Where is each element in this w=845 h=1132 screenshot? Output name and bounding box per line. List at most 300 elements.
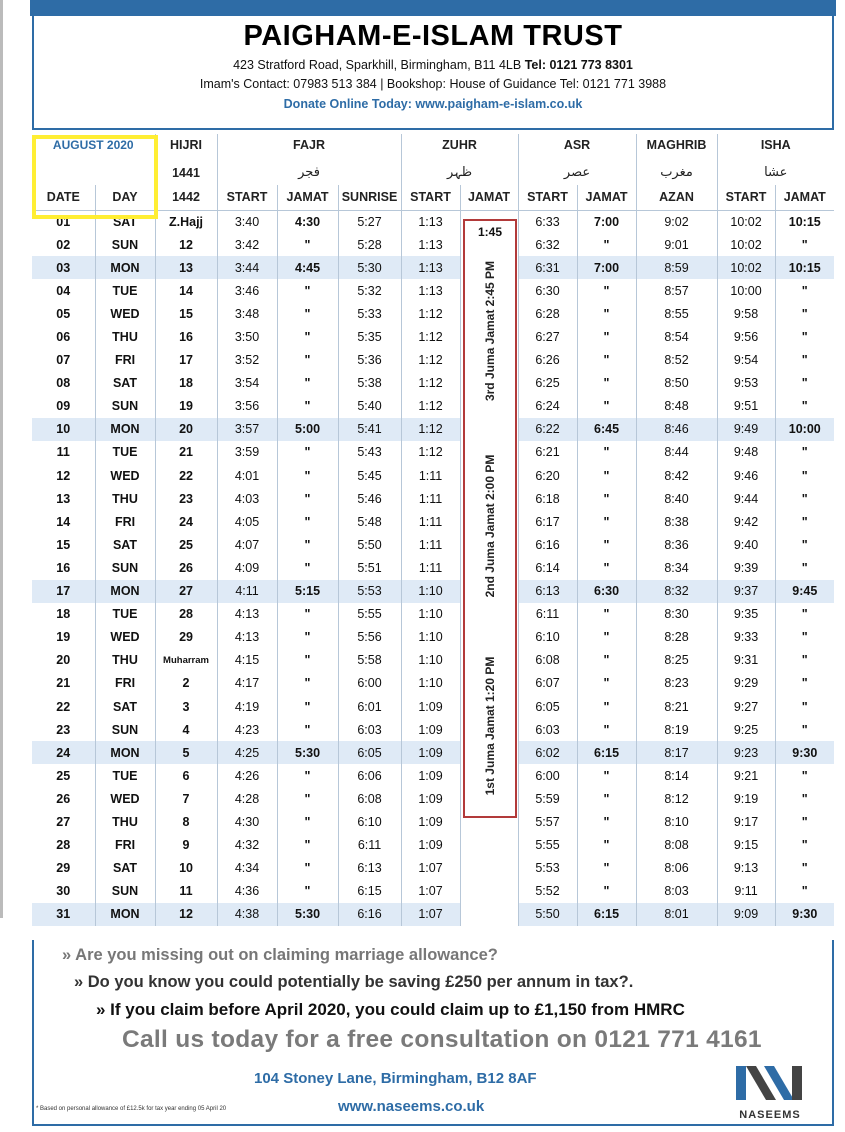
cell-asr-start: 6:30 — [518, 279, 577, 302]
col-fajr-start: START — [217, 185, 277, 210]
cell-asr-start: 6:14 — [518, 556, 577, 579]
cell-date: 20 — [32, 649, 95, 672]
cell-isha-jamat: " — [801, 468, 808, 483]
cell-asr-start: 6:26 — [518, 349, 577, 372]
cell-fajr-jamat: " — [277, 649, 338, 672]
cell-isha-start: 10:00 — [717, 279, 775, 302]
naseems-logo — [730, 1062, 810, 1122]
cell-maghrib-azan: 8:36 — [636, 533, 717, 556]
cell-fajr-start: 4:19 — [217, 695, 277, 718]
prayer-timetable — [32, 134, 834, 940]
cell-hijri: 18 — [155, 372, 217, 395]
cell-isha-jamat: " — [801, 283, 808, 298]
cell-fajr-start: 4:07 — [217, 533, 277, 556]
cell-isha-start: 9:46 — [717, 464, 775, 487]
table-row — [32, 279, 834, 302]
cell-hijri: 17 — [155, 349, 217, 372]
cell-hijri: 3 — [155, 695, 217, 718]
cell-fajr-jamat: " — [277, 325, 338, 348]
table-row — [32, 418, 834, 441]
cell-zuhr-jamat — [460, 880, 518, 903]
cell-hijri: 9 — [155, 834, 217, 857]
cell-day: MON — [95, 903, 155, 926]
cell-asr-start: 6:33 — [518, 210, 577, 233]
cell-sunrise: 5:55 — [338, 603, 401, 626]
cell-date: 11 — [32, 441, 95, 464]
cell-hijri: 26 — [155, 556, 217, 579]
cell-fajr-start: 3:42 — [217, 233, 277, 256]
hijri-year-1441: 1441 — [155, 160, 217, 185]
cell-fajr-start: 3:46 — [217, 279, 277, 302]
cell-isha-start: 9:58 — [717, 302, 775, 325]
table-row — [32, 233, 834, 256]
cell-isha-start: 9:29 — [717, 672, 775, 695]
cell-hijri: 23 — [155, 487, 217, 510]
cell-isha-jamat: 9:45 — [775, 580, 834, 603]
cell-date: 21 — [32, 672, 95, 695]
cell-asr-start: 6:27 — [518, 325, 577, 348]
cell-asr-jamat: " — [577, 603, 636, 626]
cell-date: 14 — [32, 510, 95, 533]
cell-asr-jamat: 6:45 — [577, 418, 636, 441]
cell-zuhr-start: 1:07 — [401, 903, 460, 926]
cell-day: WED — [95, 464, 155, 487]
cell-sunrise: 6:08 — [338, 787, 401, 810]
cell-day: MON — [95, 418, 155, 441]
cell-zuhr-start: 1:09 — [401, 810, 460, 833]
cell-maghrib-azan: 8:28 — [636, 626, 717, 649]
cell-asr-jamat: " — [577, 510, 636, 533]
table-row — [32, 464, 834, 487]
cell-fajr-jamat: " — [277, 233, 338, 256]
cell-sunrise: 6:00 — [338, 672, 401, 695]
cell-day: SAT — [95, 372, 155, 395]
cell-fajr-jamat: " — [277, 441, 338, 464]
cell-isha-jamat: 9:30 — [775, 741, 834, 764]
cell-sunrise: 6:11 — [338, 834, 401, 857]
cell-day: THU — [95, 487, 155, 510]
timetable-body — [32, 210, 834, 926]
cell-asr-jamat: " — [577, 626, 636, 649]
cell-maghrib-azan: 8:10 — [636, 810, 717, 833]
cell-fajr-start: 4:13 — [217, 626, 277, 649]
col-asr-start: START — [518, 185, 577, 210]
cell-fajr-start: 4:28 — [217, 787, 277, 810]
fajr-header: FAJR — [217, 134, 401, 160]
cell-asr-start: 5:57 — [518, 810, 577, 833]
cell-maghrib-azan: 9:01 — [636, 233, 717, 256]
cell-hijri: 4 — [155, 718, 217, 741]
maghrib-header: MAGHRIB — [636, 134, 717, 160]
cell-isha-jamat: " — [801, 330, 808, 345]
cell-zuhr-start: 1:11 — [401, 487, 460, 510]
cell-isha-jamat: " — [801, 445, 808, 460]
cell-isha-start: 9:35 — [717, 603, 775, 626]
table-row — [32, 810, 834, 833]
cell-date: 13 — [32, 487, 95, 510]
cell-asr-start: 6:21 — [518, 441, 577, 464]
cell-isha-start: 9:56 — [717, 325, 775, 348]
cell-date: 25 — [32, 764, 95, 787]
table-row — [32, 510, 834, 533]
cell-sunrise: 6:15 — [338, 880, 401, 903]
col-date: DATE — [32, 185, 95, 210]
cell-fajr-jamat: " — [277, 718, 338, 741]
cell-sunrise: 5:51 — [338, 556, 401, 579]
cell-isha-jamat: " — [801, 653, 808, 668]
table-row — [32, 787, 834, 810]
zuhr-arabic: ظہر — [401, 160, 518, 185]
cell-asr-jamat: " — [577, 810, 636, 833]
cell-date: 28 — [32, 834, 95, 857]
cell-maghrib-azan: 8:38 — [636, 510, 717, 533]
cell-maghrib-azan: 8:44 — [636, 441, 717, 464]
cell-fajr-jamat: " — [277, 695, 338, 718]
donate-link[interactable]: Donate Online Today: www.paigham-e-islam.co.uk — [283, 97, 583, 111]
cell-day: WED — [95, 302, 155, 325]
cell-maghrib-azan: 8:52 — [636, 349, 717, 372]
cell-asr-start: 5:59 — [518, 787, 577, 810]
cell-day: SAT — [95, 533, 155, 556]
naseems-logo-icon — [734, 1062, 806, 1102]
cell-asr-jamat: " — [577, 764, 636, 787]
cell-asr-jamat: " — [577, 487, 636, 510]
cell-zuhr-start: 1:13 — [401, 210, 460, 233]
cell-hijri: 11 — [155, 880, 217, 903]
table-row — [32, 487, 834, 510]
cell-maghrib-azan: 8:55 — [636, 302, 717, 325]
cell-asr-start: 6:02 — [518, 741, 577, 764]
cell-day: THU — [95, 325, 155, 348]
cell-fajr-start: 4:01 — [217, 464, 277, 487]
table-row — [32, 302, 834, 325]
cell-asr-jamat: " — [577, 556, 636, 579]
advert-line-2: » Do you know you could potentially be saving £250 per annum in tax?. — [74, 973, 634, 991]
cell-date: 12 — [32, 464, 95, 487]
cell-isha-jamat: " — [801, 376, 808, 391]
cell-isha-jamat: " — [801, 814, 808, 829]
cell-sunrise: 5:36 — [338, 349, 401, 372]
cell-isha-start: 9:44 — [717, 487, 775, 510]
cell-fajr-start: 4:34 — [217, 857, 277, 880]
cell-isha-start: 10:02 — [717, 256, 775, 279]
cell-fajr-start: 4:15 — [217, 649, 277, 672]
cell-isha-jamat: " — [801, 768, 808, 783]
naseems-website[interactable]: www.naseems.co.uk — [338, 1098, 485, 1115]
cell-fajr-start: 3:54 — [217, 372, 277, 395]
table-row — [32, 395, 834, 418]
cell-hijri: 25 — [155, 533, 217, 556]
cell-maghrib-azan: 8:23 — [636, 672, 717, 695]
cell-asr-jamat: 7:00 — [577, 256, 636, 279]
cell-fajr-start: 3:50 — [217, 325, 277, 348]
cell-maghrib-azan: 8:06 — [636, 857, 717, 880]
cell-asr-start: 6:24 — [518, 395, 577, 418]
cell-day: TUE — [95, 279, 155, 302]
cell-zuhr-jamat — [460, 857, 518, 880]
cell-asr-jamat: 6:30 — [577, 580, 636, 603]
cell-asr-jamat: " — [577, 349, 636, 372]
cell-maghrib-azan: 8:40 — [636, 487, 717, 510]
cell-asr-start: 6:10 — [518, 626, 577, 649]
cell-fajr-start: 3:59 — [217, 441, 277, 464]
allowance-footnote: * Based on personal allowance of £12.5k for tax year ending 05 April 20 — [36, 1106, 227, 1112]
cell-fajr-jamat: " — [277, 510, 338, 533]
table-row — [32, 533, 834, 556]
cell-asr-start: 6:16 — [518, 533, 577, 556]
cell-date: 16 — [32, 556, 95, 579]
cell-asr-jamat: " — [577, 279, 636, 302]
cell-asr-jamat: " — [577, 718, 636, 741]
cell-asr-start: 5:50 — [518, 903, 577, 926]
cell-asr-start: 5:53 — [518, 857, 577, 880]
juma-jamat-box — [463, 219, 517, 818]
cell-isha-jamat: " — [801, 353, 808, 368]
table-row — [32, 834, 834, 857]
cell-sunrise: 5:56 — [338, 626, 401, 649]
cell-isha-jamat: " — [801, 537, 808, 552]
cell-isha-jamat: " — [801, 237, 808, 252]
table-row — [32, 256, 834, 279]
cell-sunrise: 5:45 — [338, 464, 401, 487]
cell-isha-start: 9:49 — [717, 418, 775, 441]
cell-isha-jamat: " — [801, 884, 808, 899]
naseems-address: 104 Stoney Lane, Birmingham, B12 8AF — [254, 1070, 537, 1087]
table-row — [32, 880, 834, 903]
cell-isha-start: 9:25 — [717, 718, 775, 741]
advert-line-1: » Are you missing out on claiming marriage allowance? — [62, 946, 498, 964]
cell-sunrise: 6:01 — [338, 695, 401, 718]
cell-fajr-start: 4:38 — [217, 903, 277, 926]
cell-fajr-jamat: " — [277, 487, 338, 510]
cell-maghrib-azan: 8:46 — [636, 418, 717, 441]
isha-arabic: عشا — [764, 165, 788, 180]
cell-date: 10 — [32, 418, 95, 441]
cell-asr-jamat: " — [577, 441, 636, 464]
cell-date: 03 — [32, 256, 95, 279]
cell-isha-start: 9:11 — [717, 880, 775, 903]
cell-isha-jamat: " — [801, 306, 808, 321]
cell-date: 18 — [32, 603, 95, 626]
cell-isha-start: 9:51 — [717, 395, 775, 418]
zuhr-header: ZUHR — [401, 134, 518, 160]
table-row — [32, 672, 834, 695]
cell-day: SAT — [95, 695, 155, 718]
cell-hijri: 6 — [155, 764, 217, 787]
cell-hijri: Z.Hajj — [155, 210, 217, 233]
cell-fajr-start: 4:17 — [217, 672, 277, 695]
cell-hijri: 19 — [155, 395, 217, 418]
cell-asr-jamat: " — [577, 233, 636, 256]
cell-asr-start: 6:05 — [518, 695, 577, 718]
table-row — [32, 741, 834, 764]
cell-day: WED — [95, 626, 155, 649]
cell-fajr-start: 4:32 — [217, 834, 277, 857]
cell-sunrise: 5:43 — [338, 441, 401, 464]
cell-zuhr-start: 1:11 — [401, 464, 460, 487]
table-row — [32, 626, 834, 649]
cell-isha-jamat: 10:15 — [775, 256, 834, 279]
cell-asr-jamat: " — [577, 649, 636, 672]
cell-fajr-start: 3:52 — [217, 349, 277, 372]
cell-fajr-start: 4:23 — [217, 718, 277, 741]
cell-asr-start: 6:22 — [518, 418, 577, 441]
cell-isha-jamat: " — [801, 630, 808, 645]
cell-isha-jamat: 9:30 — [775, 903, 834, 926]
cell-date: 07 — [32, 349, 95, 372]
advert-line-3: » If you claim before April 2020, you could claim up to £1,150 from HMRC — [96, 1000, 685, 1019]
cell-asr-jamat: " — [577, 695, 636, 718]
cell-maghrib-azan: 8:19 — [636, 718, 717, 741]
cell-hijri: 12 — [155, 233, 217, 256]
cell-zuhr-start: 1:11 — [401, 556, 460, 579]
col-fajr-jamat: JAMAT — [277, 185, 338, 210]
col-zuhr-start: START — [401, 185, 460, 210]
cell-fajr-start: 4:13 — [217, 603, 277, 626]
cell-asr-jamat: 6:15 — [577, 741, 636, 764]
table-row — [32, 857, 834, 880]
cell-isha-start: 9:19 — [717, 787, 775, 810]
zuhr-jamat-time: 1:45 — [477, 225, 503, 239]
cell-asr-jamat: " — [577, 395, 636, 418]
cell-fajr-jamat: " — [277, 372, 338, 395]
cell-fajr-jamat: 5:15 — [277, 580, 338, 603]
cell-date: 06 — [32, 325, 95, 348]
cell-fajr-jamat: " — [277, 857, 338, 880]
cell-day: SUN — [95, 718, 155, 741]
month-header: AUGUST 2020 — [32, 134, 155, 160]
cell-sunrise: 5:32 — [338, 279, 401, 302]
cell-hijri: 29 — [155, 626, 217, 649]
cell-day: SAT — [95, 210, 155, 233]
cell-fajr-start: 3:40 — [217, 210, 277, 233]
cell-date: 22 — [32, 695, 95, 718]
cell-sunrise: 5:53 — [338, 580, 401, 603]
table-row — [32, 372, 834, 395]
trust-title: PAIGHAM-E-ISLAM TRUST — [243, 20, 623, 52]
cell-sunrise: 5:35 — [338, 325, 401, 348]
month-highlight-box — [32, 135, 158, 219]
juma-1st-label: 1st Juma Jamat 1:20 PM — [483, 656, 497, 796]
cell-hijri: 24 — [155, 510, 217, 533]
cell-asr-jamat: " — [577, 464, 636, 487]
cell-date: 05 — [32, 302, 95, 325]
cell-zuhr-start: 1:07 — [401, 880, 460, 903]
cell-sunrise: 5:50 — [338, 533, 401, 556]
cell-hijri: 8 — [155, 810, 217, 833]
cell-isha-jamat: " — [801, 676, 808, 691]
cell-fajr-jamat: " — [277, 464, 338, 487]
cell-asr-jamat: 7:00 — [577, 210, 636, 233]
cell-asr-start: 6:00 — [518, 764, 577, 787]
cell-fajr-start: 3:48 — [217, 302, 277, 325]
cell-fajr-jamat: 4:45 — [277, 256, 338, 279]
cell-hijri: 27 — [155, 580, 217, 603]
table-row — [32, 580, 834, 603]
cell-day: SUN — [95, 395, 155, 418]
cell-isha-jamat: " — [801, 607, 808, 622]
cell-date: 26 — [32, 787, 95, 810]
cell-zuhr-jamat — [460, 834, 518, 857]
cell-zuhr-start: 1:12 — [401, 372, 460, 395]
cell-maghrib-azan: 8:17 — [636, 741, 717, 764]
maghrib-arabic: مغرب — [636, 160, 717, 185]
cell-date: 01 — [32, 210, 95, 233]
cell-date: 24 — [32, 741, 95, 764]
cell-fajr-start: 4:09 — [217, 556, 277, 579]
table-row — [32, 903, 834, 926]
cell-hijri: 16 — [155, 325, 217, 348]
cell-fajr-jamat: " — [277, 880, 338, 903]
cell-fajr-start: 4:03 — [217, 487, 277, 510]
cell-isha-jamat: " — [801, 838, 808, 853]
cell-maghrib-azan: 8:42 — [636, 464, 717, 487]
cell-day: TUE — [95, 603, 155, 626]
cell-asr-start: 5:55 — [518, 834, 577, 857]
cell-isha-jamat: " — [801, 699, 808, 714]
cell-asr-start: 6:17 — [518, 510, 577, 533]
cell-sunrise: 6:03 — [338, 718, 401, 741]
cell-sunrise: 5:58 — [338, 649, 401, 672]
call-to-action: Call us today for a free consultation on 0121 771 4161 — [122, 1026, 762, 1053]
cell-zuhr-start: 1:12 — [401, 441, 460, 464]
cell-zuhr-start: 1:12 — [401, 418, 460, 441]
cell-isha-jamat: " — [801, 491, 808, 506]
footer-advert — [32, 940, 834, 1126]
asr-arabic: عصر — [518, 160, 636, 185]
cell-fajr-jamat: 4:30 — [277, 210, 338, 233]
cell-hijri: 12 — [155, 903, 217, 926]
cell-hijri: 22 — [155, 464, 217, 487]
cell-zuhr-start: 1:10 — [401, 672, 460, 695]
cell-day: WED — [95, 787, 155, 810]
cell-asr-start: 6:31 — [518, 256, 577, 279]
cell-isha-start: 9:54 — [717, 349, 775, 372]
cell-hijri: 7 — [155, 787, 217, 810]
cell-hijri: 5 — [155, 741, 217, 764]
col-zuhr-jamat: JAMAT — [460, 185, 518, 210]
cell-isha-jamat: 10:00 — [775, 418, 834, 441]
cell-hijri: 14 — [155, 279, 217, 302]
cell-maghrib-azan: 8:34 — [636, 556, 717, 579]
cell-day: FRI — [95, 349, 155, 372]
cell-zuhr-jamat — [460, 903, 518, 926]
cell-asr-jamat: " — [577, 880, 636, 903]
table-row — [32, 695, 834, 718]
cell-asr-jamat: " — [577, 672, 636, 695]
cell-maghrib-azan: 8:21 — [636, 695, 717, 718]
cell-asr-jamat: " — [577, 372, 636, 395]
cell-zuhr-start: 1:13 — [401, 256, 460, 279]
cell-maghrib-azan: 8:08 — [636, 834, 717, 857]
cell-day: MON — [95, 580, 155, 603]
address: 423 Stratford Road, Sparkhill, Birmingham, B11 4LB — [233, 58, 522, 72]
cell-isha-jamat: " — [801, 514, 808, 529]
cell-date: 30 — [32, 880, 95, 903]
col-asr-jamat: JAMAT — [577, 185, 636, 210]
cell-fajr-start: 4:25 — [217, 741, 277, 764]
cell-asr-start: 6:13 — [518, 580, 577, 603]
cell-zuhr-start: 1:10 — [401, 580, 460, 603]
cell-fajr-start: 4:11 — [217, 580, 277, 603]
cell-fajr-jamat: " — [277, 349, 338, 372]
cell-zuhr-start: 1:12 — [401, 349, 460, 372]
cell-zuhr-start: 1:09 — [401, 718, 460, 741]
logo-label: NASEEMS — [739, 1109, 801, 1121]
hijri-header: HIJRI — [155, 134, 217, 160]
cell-fajr-jamat: " — [277, 626, 338, 649]
cell-isha-start: 9:15 — [717, 834, 775, 857]
